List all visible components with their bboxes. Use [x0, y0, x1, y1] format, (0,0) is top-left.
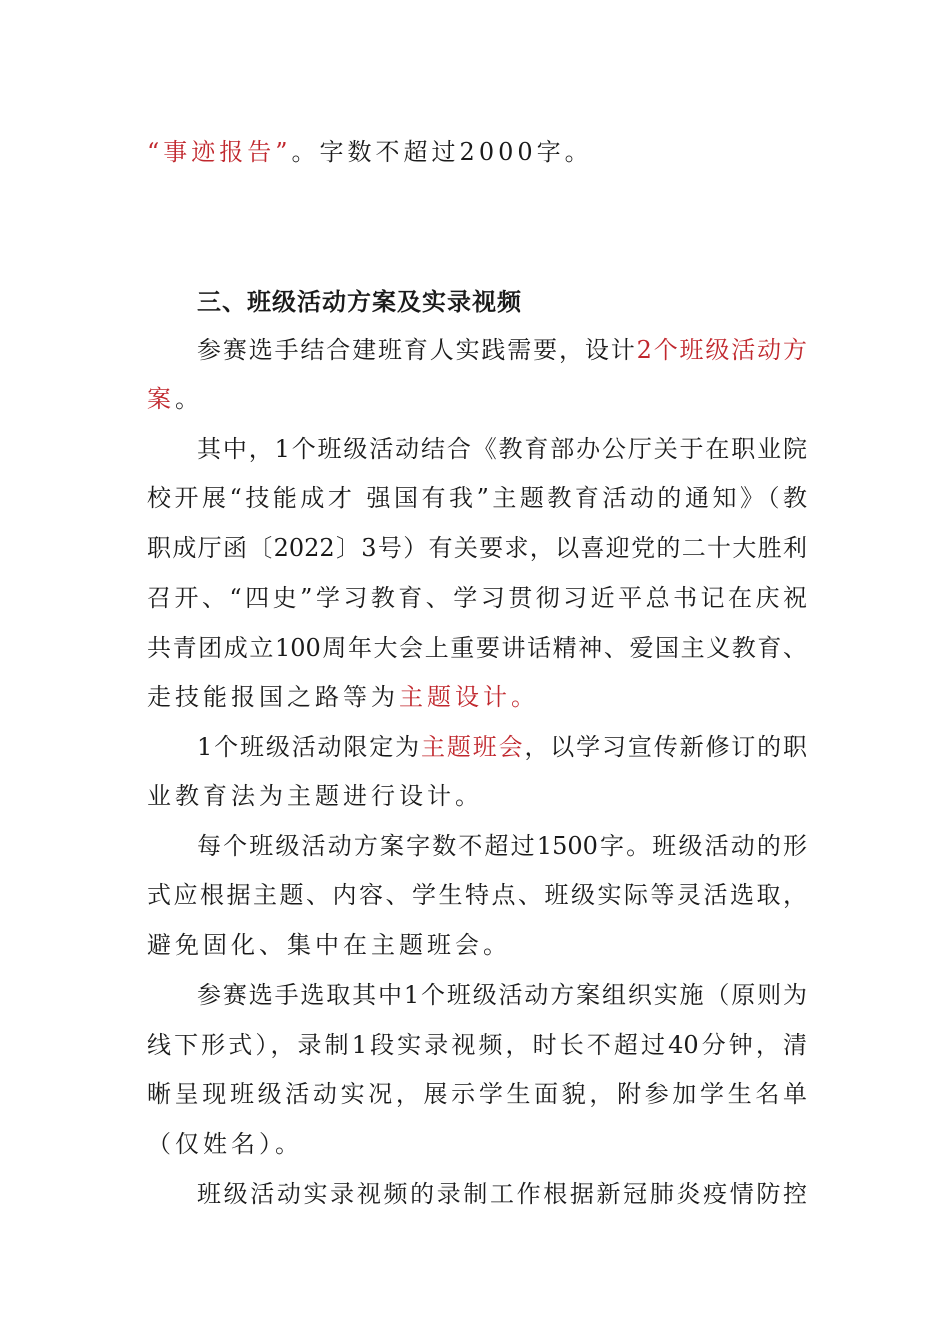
text-line: 班级活动实录视频的录制工作根据新冠肺炎疫情防控: [197, 1180, 807, 1208]
body-text: 参赛选手结合建班育人实践需要，设计: [197, 336, 637, 364]
text-line: 参赛选手选取其中1个班级活动方案组织实施（原则为: [197, 981, 807, 1009]
text-line: [147, 682, 807, 712]
highlighted-text: 2个班级活动方: [636, 336, 807, 364]
text-line: 式应根据主题、内容、学生特点、班级实际等灵活选取，: [147, 881, 807, 909]
text-line: [197, 335, 807, 365]
text-line: 职成厅函〔2022〕3号）有关要求，以喜迎党的二十大胜利: [147, 534, 807, 562]
text-line: 避免固化、集中在主题班会。: [147, 931, 511, 959]
text-line: 晰呈现班级活动实况，展示学生面貌，附参加学生名单: [147, 1080, 807, 1108]
text-line: 线下形式），录制1段实录视频，时长不超过40分钟，清: [147, 1031, 807, 1059]
text-line: [197, 732, 807, 762]
body-text: 。字数不超过2000字。: [291, 138, 593, 166]
text-line: 其中，1个班级活动结合《教育部办公厅关于在职业院: [197, 435, 807, 463]
highlighted-text: 案: [147, 385, 175, 413]
text-line: 召开、“四史”学习教育、学习贯彻习近平总书记在庆祝: [147, 584, 807, 612]
text-line: [147, 384, 807, 414]
text-line: 每个班级活动方案字数不超过1500字。班级活动的形: [197, 832, 807, 860]
text-line: [147, 137, 807, 167]
highlighted-text: 主题设计。: [399, 683, 539, 711]
body-text: 。: [175, 385, 203, 413]
body-text: 1个班级活动限定为: [197, 733, 421, 761]
section-heading: 三、班级活动方案及实录视频: [197, 288, 522, 316]
text-line: 共青团成立100周年大会上重要讲话精神、爱国主义教育、: [147, 634, 807, 662]
text-line: 校开展“技能成才 强国有我”主题教育活动的通知》（教: [147, 484, 807, 512]
body-text: ，以学习宣传新修订的职: [524, 733, 808, 761]
body-text: 走技能报国之路等为: [147, 683, 399, 711]
text-line: 业教育法为主题进行设计。: [147, 782, 483, 810]
highlighted-text: 主题班会: [421, 733, 525, 761]
highlighted-text: “事迹报告”: [147, 138, 292, 166]
text-line: （仅姓名）。: [147, 1130, 303, 1158]
